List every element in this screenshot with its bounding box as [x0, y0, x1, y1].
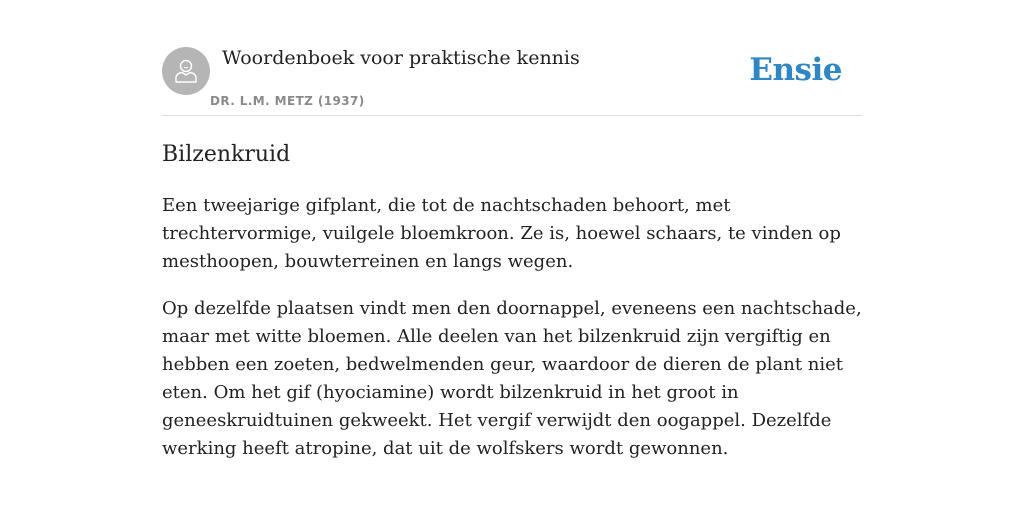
- author-label: DR. L.M. METZ (1937): [210, 94, 365, 108]
- header: [162, 0, 862, 116]
- user-icon: [171, 56, 201, 86]
- brand-logo[interactable]: Ensie: [749, 52, 842, 88]
- entry-title: Bilzenkruid: [162, 142, 291, 167]
- entry-paragraph-1: Een tweejarige gifplant, die tot de nachtschaden behoort, met trechtervormige, vuilgele bloemkroon. Ze is, hoewel schaars, te vinden op mesthoopen, bouwterreinen en langs wegen.: [162, 195, 841, 272]
- page-container: [162, 0, 862, 459]
- book-title[interactable]: Woordenboek voor praktische kennis: [222, 47, 580, 69]
- entry-body: [162, 192, 862, 482]
- avatar[interactable]: [162, 47, 210, 95]
- entry-paragraph-2: Op dezelfde plaatsen vindt men den doornappel, eveneens een nachtschade, maar met witte bloemen. Alle deelen van het bilzenkruid zijn vergiftig en hebben een zoeten, bedwelmenden geur, waardoor de dieren de plant niet eten. Om het gif (hyociamine) wordt bilzenkruid in het groot in geneeskruidtuinen gekweekt. Het vergif verwijdt den oogappel. Dezelfde werking heeft atropine, dat uit de wolfskers wordt gewonnen.: [162, 298, 862, 459]
